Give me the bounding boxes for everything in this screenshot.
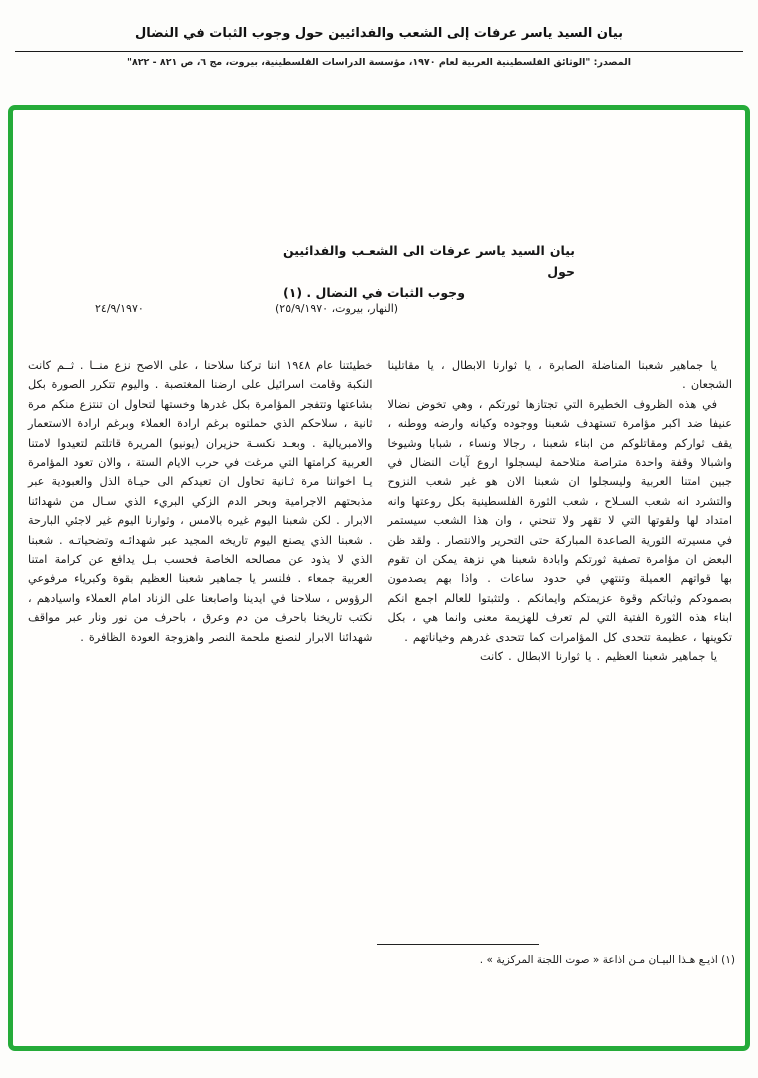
header-divider — [15, 51, 743, 52]
document-frame — [8, 105, 750, 1051]
dateline — [13, 302, 745, 320]
document-date: ٢٤/٩/١٩٧٠ — [95, 302, 144, 315]
column-left — [28, 356, 373, 667]
page-title: بيان السيد ياسر عرفات إلى الشعب والفدائيين حول وجوب الثبات في النضال — [134, 26, 624, 41]
footnote — [377, 944, 735, 970]
document-body — [28, 356, 732, 667]
paragraph: في هذه الظروف الخطيرة التي تجتازها ثورتكم ، وهي تخوض نضالا عنيفا ضد اكبر مؤامرة تستهدف شعبنا ووجوده وكيانه وارضه ووطنه ، يقف ثواركم ومقاتلوكم من ابناء شعبنا ، رجالا ونساء ، شبابا وشيوخا واشبالا وقفة واحدة متراصة متلاحمة ليسجلوا اروع آيات النضال في جبين امتنا العربية وليسجلوا ان شعبنا الان هو غير شعب النزوح والتشرد انه شعب السـلاح ، شعب الثورة الفلسطينية بكل روعتها وانه امتداد لها ولقوتها التي لا تقهر ولا تنحني ، وان هذا الشعب سيستمر في مسيرته الثورية الصاعدة المباركة حتى التحرير والانتصار . ولقد ظن البعض ان مؤامرة تصفية ثورتكم وابادة شعبنا هي نزهة يمكن ان تقوم بها قواتهم العميلة وتنتهي في حدود ساعات . واذا بهم يصدمون بصمودكم وثباتكم وقوة عزيمتكم وايمانكم . ولتثبتوا للعالم اجمع انكم ابناء هذه الثورة الفتية التي لم تعرف للهزيمة معنى وانما هي ، بكل تكوينها ، عظيمة تتحدى كل المؤامرات كما تتحدى غدرهم وخياناتهم . — [387, 397, 732, 644]
source-line: المصدر: "الوثائق الفلسطينية العربية لعام ١٩٧٠، مؤسسة الدراسات الفلسطينية، بيروت، مج ٦، ص ٨٢١ - ٨٢٢" — [127, 57, 631, 68]
paragraph: خطيئتنا عام ١٩٤٨ اننا تركنا سلاحنا ، على الاصح نزع منــا . ثــم كانت النكبة وقامت اسرائيل على ارضنا المغتصبة . واليوم تتكرر الصورة بكل بشاعتها وتتفجر المؤامرة بكل غدرها وخستها لتحاول ان تنتزع منكم مرة ثانية ، سلاحكم الذي حملتوه برغم ارادة العملاء وبرغم ارادة الاستعمار والامبريالية . وبعـد نكسـة حزيران (يونيو) المريرة قاتلتم لتعيدوا لامتنا العربية كرامتها التي مرغت في حرب الايام الستة ، والان تعود المؤامرة يـا اخواننا مرة ثـانية تحاول ان تعيدكم الى حيـاة الذل والعبودية عبر مذبحتهم الاجرامية وبحر الدم الزكي البريء الذي سـال من شهدائنا الابرار . لكن شعبنا اليوم غيره بالامس ، وثوارنا اليوم غير لاجئي البارحة . شعبنا الذي يصنع اليوم تاريخه المجيد عبر شهدائـه وتضحياتـه . شعبنا الذي لا يذود عن مصالحه الخاصة فحسب بـل يدافع عن كرامة امتنا العربية جمعاء . فلنسر يا جماهير شعبنا العظيم بقوة وكبرياء مرفوعي الرؤوس ، سلاحنا في ايدينا واصابعنا على الزناد امام العملاء واسيادهم ، نكتب تاريخنا باحرف من دم وعرق ، باحرف من نور ونار عبر مواقف شهدائنا الابرار لنصنع ملحمة النصر واهزوجة العودة الظافرة . — [28, 359, 373, 644]
paragraph: يا جماهير شعبنا العظيم . يا ثوارنا الابطال . كانت — [480, 650, 717, 664]
publication-reference: (النهار، بيروت، ٢٥/٩/١٩٧٠) — [275, 302, 399, 315]
document-title — [283, 240, 575, 303]
document-title-line1: بيان السيد ياسر عرفات الى الشعـب والفدائيين حول — [283, 243, 575, 279]
column-right — [388, 356, 733, 667]
paragraph: يا جماهير شعبنا المناضلة الصابرة ، يا ثوارنا الابطال ، يا مقاتلينا الشجعان . — [387, 359, 732, 392]
footnote-divider — [377, 944, 539, 945]
footnote-text: (١) اذيـع هـذا البيـان مـن اذاعة « صوت اللجنة المركزية » . — [479, 954, 735, 966]
document-title-line2: وجوب الثبات في النضال . (١) — [283, 285, 465, 300]
